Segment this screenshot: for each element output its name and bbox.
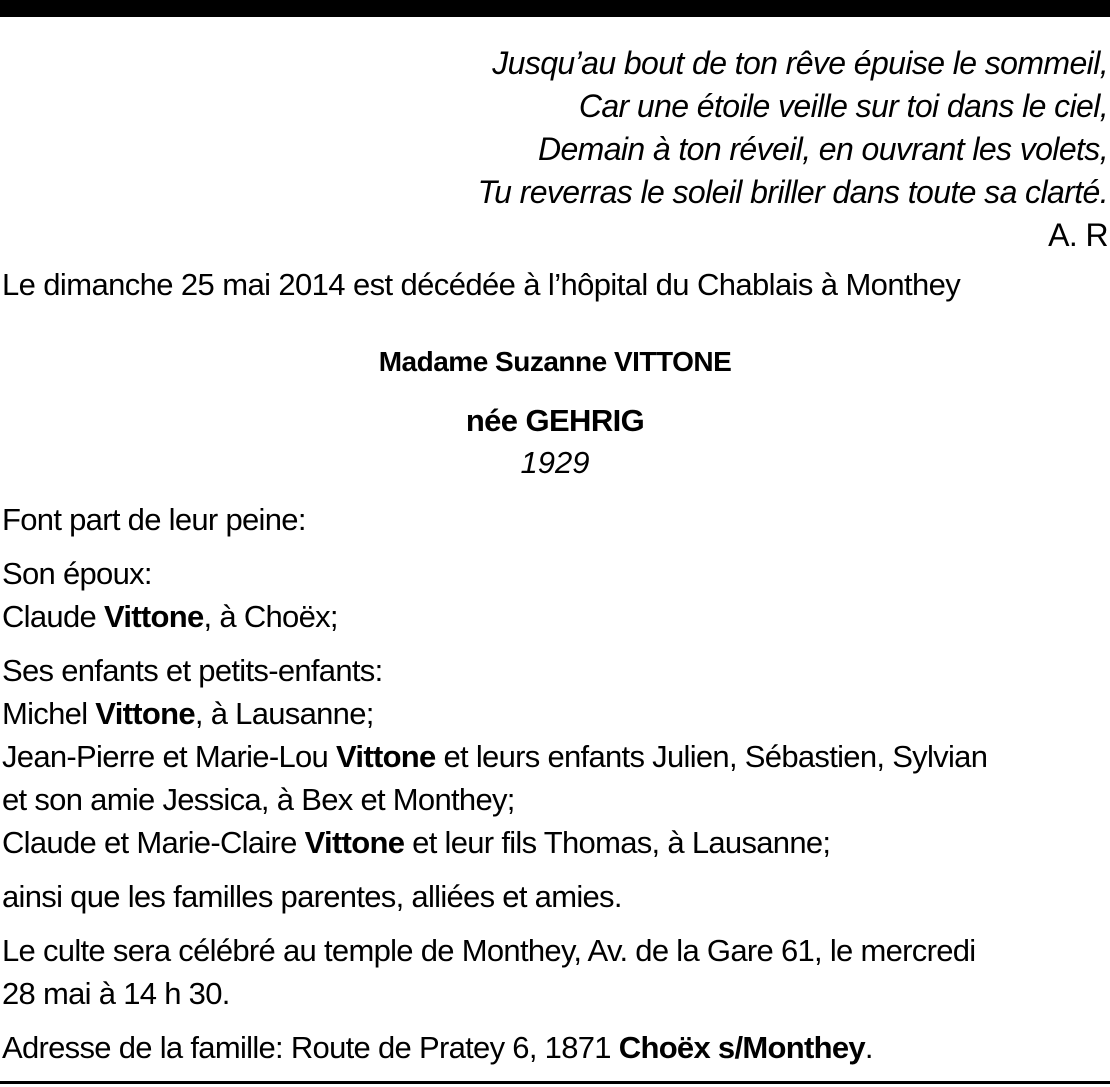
service-line-2: 28 mai à 14 h 30. [2,976,230,1011]
service-line-1: Le culte sera célébré au temple de Monthey, Av. de la Gare 61, le mercredi [2,933,976,968]
spouse-first-name: Claude [2,599,104,634]
spouse-paragraph [2,552,1110,638]
children-line [2,821,1110,864]
poem-line-3: Demain à ton réveil, en ouvrant les volets, [537,131,1108,167]
service-paragraph [2,929,1110,1015]
poem-line-2: Car une étoile veille sur toi dans le ciel, [578,88,1108,124]
children-line [2,692,1110,735]
address-street: Adresse de la famille: Route de Pratey 6, 1871 [2,1030,619,1065]
poem-line-1: Jusqu’au bout de ton rêve épuise le sommeil, [492,45,1108,81]
children-line [2,778,1110,821]
children-line-post: et leurs enfants Julien, Sébastien, Sylvian [435,739,988,774]
families-paragraph [2,875,1110,918]
spouse-heading: Son époux: [2,556,152,591]
maiden-name: née GEHRIG [465,403,645,438]
death-announcement-intro: Le dimanche 25 mai 2014 est décédée à l’hôpital du Chablais à Monthey [2,267,961,302]
poem-author: A. R [1048,217,1108,253]
address-end: . [864,1030,873,1065]
epigraph-poem [478,42,1108,257]
children-line-surname: Vittone [95,696,195,731]
children-line-pre: Claude et Marie-Claire [2,825,305,860]
children-line-post: , à Lausanne; [194,696,374,731]
children-line-post: et leur fils Thomas, à Lausanne; [404,825,831,860]
address-paragraph [2,1026,1110,1069]
address-place: Choëx s/Monthey [618,1030,865,1065]
children-line-pre: Jean-Pierre et Marie-Lou [2,739,336,774]
spouse-line [2,595,1110,638]
top-border-rule [0,0,1110,17]
children-line [2,735,1110,778]
children-line-surname: Vittone [304,825,405,860]
children-line-pre: Michel [2,696,96,731]
spouse-location: , à Choëx; [203,599,338,634]
announcement-paragraph [2,498,1110,541]
birth-year: 1929 [520,445,590,480]
spouse-surname: Vittone [103,599,204,634]
bottom-border-rule [0,1081,1110,1084]
children-line-surname: Vittone [336,739,436,774]
obituary-body [2,498,1110,1080]
children-line-pre: et son amie Jessica, à Bex et Monthey; [2,782,515,817]
deceased-name: Madame Suzanne VITTONE [378,346,732,377]
families-text: ainsi que les familles parentes, alliées et amies. [2,879,622,914]
children-paragraph [2,649,1110,864]
children-heading: Ses enfants et petits-enfants: [2,653,383,688]
family-address [2,1026,1110,1069]
announcement-text: Font part de leur peine: [2,502,306,537]
poem-line-4: Tu reverras le soleil briller dans toute sa clarté. [477,174,1108,210]
